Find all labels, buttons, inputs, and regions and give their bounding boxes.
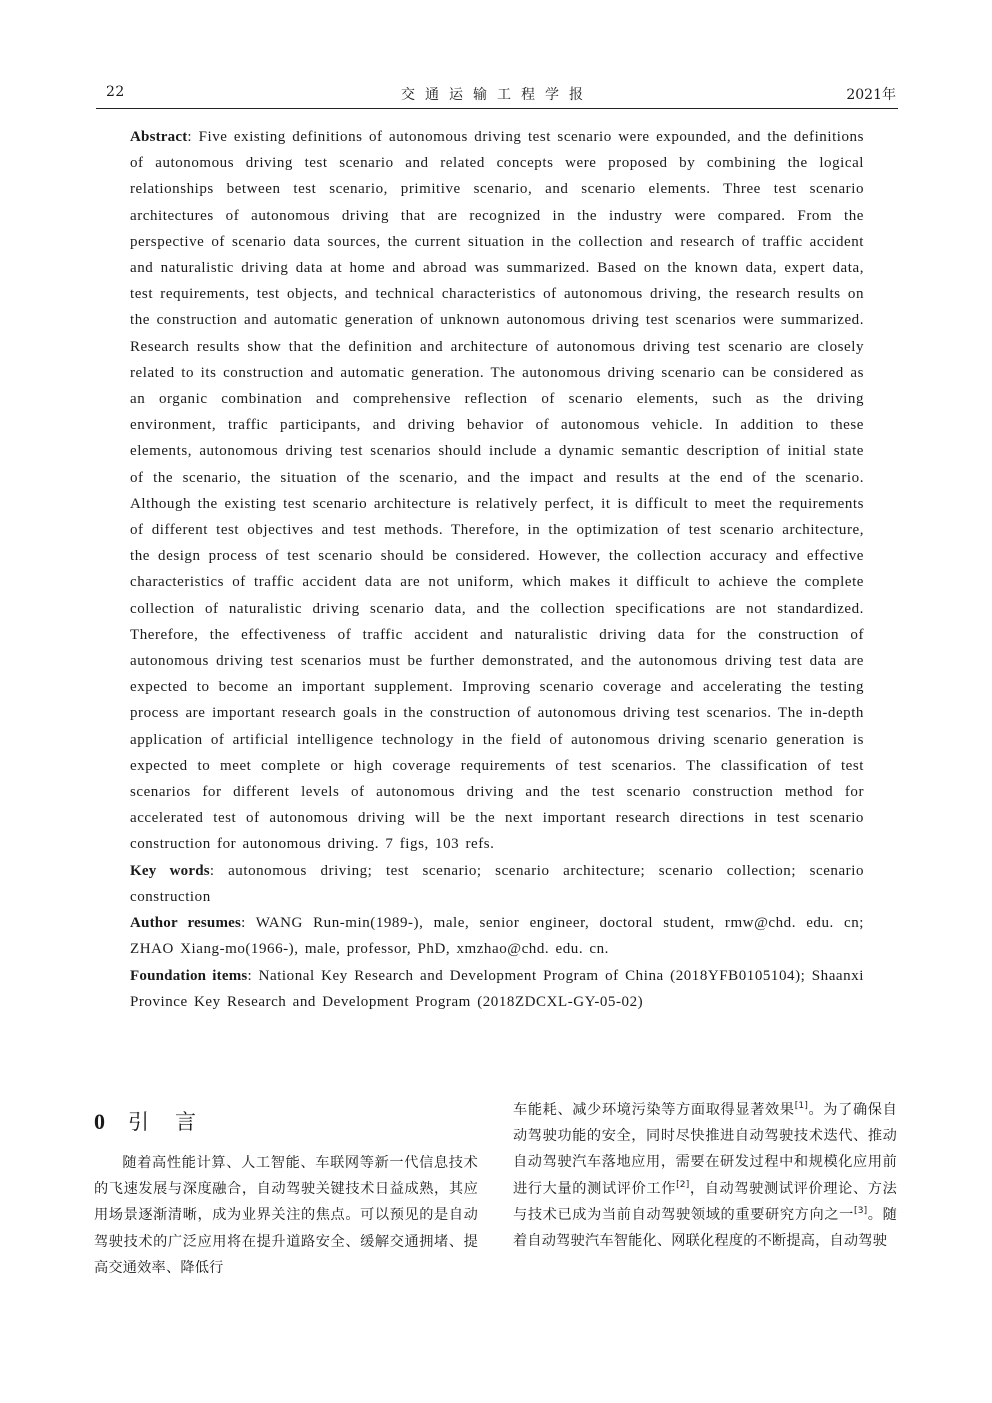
section-number: 0: [94, 1109, 105, 1134]
running-header: [96, 84, 898, 109]
body-left-column: 随着高性能计算、人工智能、车联网等新一代信息技术的飞速发展与深度融合，自动驾驶关键技术日益成熟，其应用场景逐渐清晰，成为业界关注的焦点。可以预见的是自动驾驶技术的广泛应用将在提升道路安全、缓解交通拥堵、提高交通效率、降低行: [94, 1155, 478, 1276]
body-right-column: [513, 1097, 897, 1254]
citation-ref-3[interactable]: [3]: [853, 1205, 868, 1216]
body-text-segment: 。为了确保自动驾驶功能的安全，同时尽快推进自动驾驶技术迭代、推动自动驾驶汽车落地应用，需要在研发过程中和规模化应用前进行大量的测试评价工作: [513, 1102, 897, 1197]
page-number: 22: [106, 84, 125, 100]
section-heading: [94, 1106, 394, 1136]
publication-year: 2021年: [846, 87, 896, 103]
keywords-paragraph: Key words: autonomous driving; test scenario; scenario architecture; scenario collection; scenario construction: [130, 862, 864, 905]
citation-ref-2[interactable]: [2]: [676, 1179, 690, 1190]
section-title: 引言: [128, 1110, 222, 1134]
abstract-label: Abstract: [130, 129, 188, 145]
author-resumes-text: WANG Run-min(1989-), male, senior engineer, doctoral student, rmw@chd. edu. cn; ZHAO Xiang-mo(1966-), male, professor, PhD, xmzhao@chd. edu. cn.: [130, 915, 864, 958]
keywords-text: autonomous driving; test scenario; scenario architecture; scenario collection; scenario construction: [130, 862, 864, 905]
keywords-label: Key words: [130, 862, 210, 879]
author-resumes-label: Author resumes: [130, 915, 242, 932]
citation-ref-1[interactable]: [1]: [794, 1101, 809, 1111]
foundation-items-label: Foundation items: [130, 967, 248, 984]
abstract-paragraph: Abstract: Five existing definitions of autonomous driving test scenario were expounded, and the definitions of autonomous driving test scenario and related concepts were proposed by combining the logical relationships between test scenario, primitive scenario, and scenario elements. Three test scenario architectures of autonomous driving that are recognized in the industry were compared. From the perspective of scenario data sources, the current situation in the collection and research of traffic accident and naturalistic driving data at home and abroad was summarized. Based on the known data, expert data, test requirements, test objects, and technical characteristics of autonomous driving, the research results on the construction and automatic generation of unknown autonomous driving test scenarios were summarized. Research results show that the definition and architecture of autonomous driving test scenario are closely related to its construction and automatic generation. The autonomous driving scenario can be considered as an organic combination and comprehensive reflection of scenario elements, such as the driving environment, traffic participants, and driving behavior of autonomous vehicle. In addition to these elements, autonomous driving test scenarios should include a dynamic semantic description of initial state of the scenario, the situation of the scenario, and the impact and results at the end of the scenario. Although the existing test scenario architecture is relatively perfect, it is difficult to meet the requirements of different test objectives and test methods. Therefore, in the optimization of test scenario architecture, the design process of test scenario should be considered. However, the collection accuracy and effective characteristics of traffic accident data are not uniform, which makes it difficult to achieve the complete collection of naturalistic driving scenario data, and the collection specifications are not standardized. Therefore, the effectiveness of traffic accident and naturalistic driving data for the construction of autonomous driving test scenarios must be further demonstrated, and the autonomous driving test data are expected to become an important supplement. Improving scenario coverage and accelerating the testing process are important research goals in the construction of autonomous driving test scenarios. The in-depth application of artificial intelligence technology in the field of autonomous driving scenario generation is expected to meet complete or high coverage requirements of test scenarios. The classification of test scenarios for different levels of autonomous driving and the test scenario construction method for accelerated test of autonomous driving will be the next important research directions in test scenario construction for autonomous driving. 7 figs, 103 refs.: [130, 129, 864, 853]
funding-paragraph: Foundation items: National Key Research and Development Program of China (2018YFB0105104); Shaanxi Province Key Research and Development Program (2018ZDCXL-GY-05-02): [130, 967, 864, 1010]
abstract-text: Five existing definitions of autonomous driving test scenario were expounded, and the definitions of autonomous driving test scenario and related concepts were proposed by combining the logical relationships between test scenario, primitive scenario, and scenario elements. Three test scenario architectures of autonomous driving that are recognized in the industry were compared. From the perspective of scenario data sources, the current situation in the collection and research of traffic accident and naturalistic driving data at home and abroad was summarized. Based on the known data, expert data, test requirements, test objects, and technical characteristics of autonomous driving, the research results on the construction and automatic generation of unknown autonomous driving test scenarios were summarized. Research results show that the definition and architecture of autonomous driving test scenario are closely related to its construction and automatic generation. The autonomous driving scenario can be considered as an organic combination and comprehensive reflection of scenario elements, such as the driving environment, traffic participants, and driving behavior of autonomous vehicle. In addition to these elements, autonomous driving test scenarios should include a dynamic semantic description of initial state of the scenario, the situation of the scenario, and the impact and results at the end of the scenario. Although the existing test scenario architecture is relatively perfect, it is difficult to meet the requirements of different test objectives and test methods. Therefore, in the optimization of test scenario architecture, the design process of test scenario should be considered. However, the collection accuracy and effective characteristics of traffic accident data are not uniform, which makes it difficult to achieve the complete collection of naturalistic driving scenario data, and the collection specifications are not standardized. Therefore, the effectiveness of traffic accident and naturalistic driving data for the construction of autonomous driving test scenarios must be further demonstrated, and the autonomous driving test data are expected to become an important supplement. Improving scenario coverage and accelerating the testing process are important research goals in the construction of autonomous driving test scenarios. The in-depth application of artificial intelligence technology in the field of autonomous driving scenario generation is expected to meet complete or high coverage requirements of test scenarios. The classification of test scenarios for different levels of autonomous driving and the test scenario construction method for accelerated test of autonomous driving will be the next important research directions in test scenario construction for autonomous driving. 7 figs, 103 refs.: [130, 129, 864, 853]
journal-title: 交通运输工程学报: [401, 87, 593, 103]
english-abstract-block: [130, 124, 864, 1015]
body-text-segment: 。随着自动驾驶汽车智能化、网联化程度的不断提高，自动驾驶: [513, 1206, 897, 1250]
body-text-segment: 车能耗、减少环境污染等方面取得显著效果: [513, 1102, 795, 1118]
body-text-segment: ，自动驾驶测试评价理论、方法与技术已成为当前自动驾驶领域的重要研究方向之一: [513, 1180, 897, 1223]
foundation-items-text: National Key Research and Development Program of China (2018YFB0105104); Shaanxi Province Key Research and Development Program (2018ZDCXL-GY-05-02): [130, 967, 864, 1010]
authors-paragraph: Author resumes: WANG Run-min(1989-), male, senior engineer, doctoral student, rmw@chd. edu. cn; ZHAO Xiang-mo(1966-), male, professor, PhD, xmzhao@chd. edu. cn.: [130, 915, 864, 958]
